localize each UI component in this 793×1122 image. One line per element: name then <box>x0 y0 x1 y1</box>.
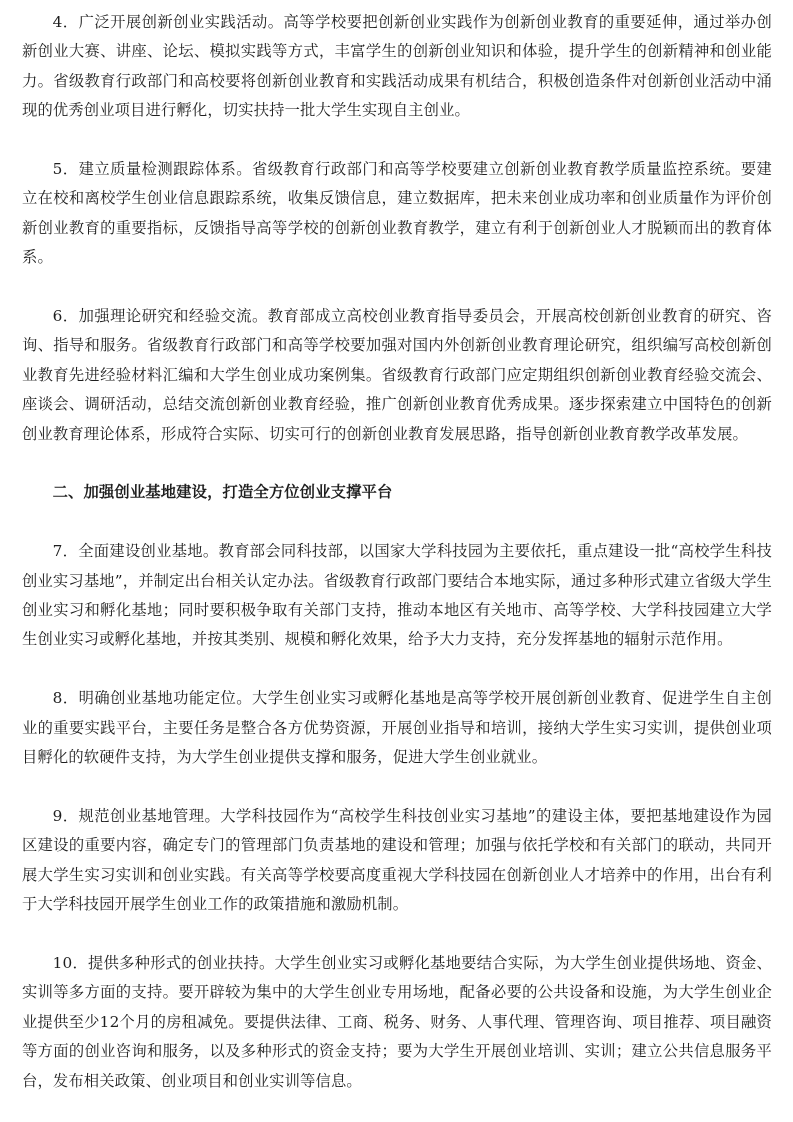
paragraph-9: 9．规范创业基地管理。大学科技园作为“高校学生科技创业实习基地”的建设主体，要把基地建设作为园区建设的重要内容，确定专门的管理部门负责基地的建设和管理；加强与依托学校和有关部门的联动，共同开展大学生实习实训和创业实践。有关高等学校要高度重视大学科技园在创新创业人才培养中的作用，出台有利于大学科技园开展学生创业工作的政策措施和激励机制。 <box>22 806 772 914</box>
paragraph-4: 4．广泛开展创新创业实践活动。高等学校要把创新创业实践作为创新创业教育的重要延伸，通过举办创新创业大赛、讲座、论坛、模拟实践等方式，丰富学生的创新创业知识和体验，提升学生的创新精神和创业能力。省级教育行政部门和高校要将创新创业教育和实践活动成果有机结合，积极创造条件对创新创业活动中涌现的优秀创业项目进行孵化，切实扶持一批大学生实现自主创业。 <box>22 13 772 120</box>
section-heading: 二、加强创业基地建设，打造全方位创业支撑平台 <box>52 483 393 502</box>
paragraph-5: 5．建立质量检测跟踪体系。省级教育行政部门和高等学校要建立创新创业教育教学质量监控系统。要建立在校和离校学生创业信息跟踪系统，收集反馈信息，建立数据库，把未来创业成功率和创业质量作为评价创新创业教育的重要指标，反馈指导高等学校的创新创业教育教学，建立有利于创新创业人才脱颖而出的教育体系。 <box>22 160 772 267</box>
paragraph-10: 10．提供多种形式的创业扶持。大学生创业实习或孵化基地要结合实际，为大学生创业提供场地、资金、实训等多方面的支持。要开辟较为集中的大学生创业专用场地，配备必要的公共设备和设施，为大学生创业企业提供至少12个月的房租减免。要提供法律、工商、税务、财务、人事代理、管理咨询、项目推荐、项目融资等方面的创业咨询和服务，以及多种形式的资金支持；要为大学生开展创业培训、实训；建立公共信息服务平台，发布相关政策、创业项目和创业实训等信息。 <box>22 953 772 1090</box>
document-page <box>22 8 772 1096</box>
paragraph-6: 6．加强理论研究和经验交流。教育部成立高校创业教育指导委员会，开展高校创新创业教育的研究、咨询、指导和服务。省级教育行政部门和高等学校要加强对国内外创新创业教育理论研究，组织编写高校创新创业教育先进经验材料汇编和大学生创业成功案例集。省级教育行政部门应定期组织创新创业教育经验交流会、座谈会、调研活动，总结交流创新创业教育经验，推广创新创业教育优秀成果。逐步探索建立中国特色的创新创业教育理论体系，形成符合实际、切实可行的创新创业教育发展思路，指导创新创业教育教学改革发展。 <box>22 307 772 443</box>
paragraph-8: 8．明确创业基地功能定位。大学生创业实习或孵化基地是高等学校开展创新创业教育、促进学生自主创业的重要实践平台，主要任务是整合各方优势资源，开展创业指导和培训，接纳大学生实习实训，提供创业项目孵化的软硬件支持，为大学生创业提供支撑和服务，促进大学生创业就业。 <box>22 689 772 767</box>
paragraph-7: 7．全面建设创业基地。教育部会同科技部，以国家大学科技园为主要依托，重点建设一批“高校学生科技创业实习基地”，并制定出台相关认定办法。省级教育行政部门要结合本地实际，通过多种形式建立省级大学生创业实习和孵化基地；同时要积极争取有关部门支持，推动本地区有关地市、高等学校、大学科技园建立大学生创业实习或孵化基地，并按其类别、规模和孵化效果，给予大力支持，充分发挥基地的辐射示范作用。 <box>22 542 772 649</box>
